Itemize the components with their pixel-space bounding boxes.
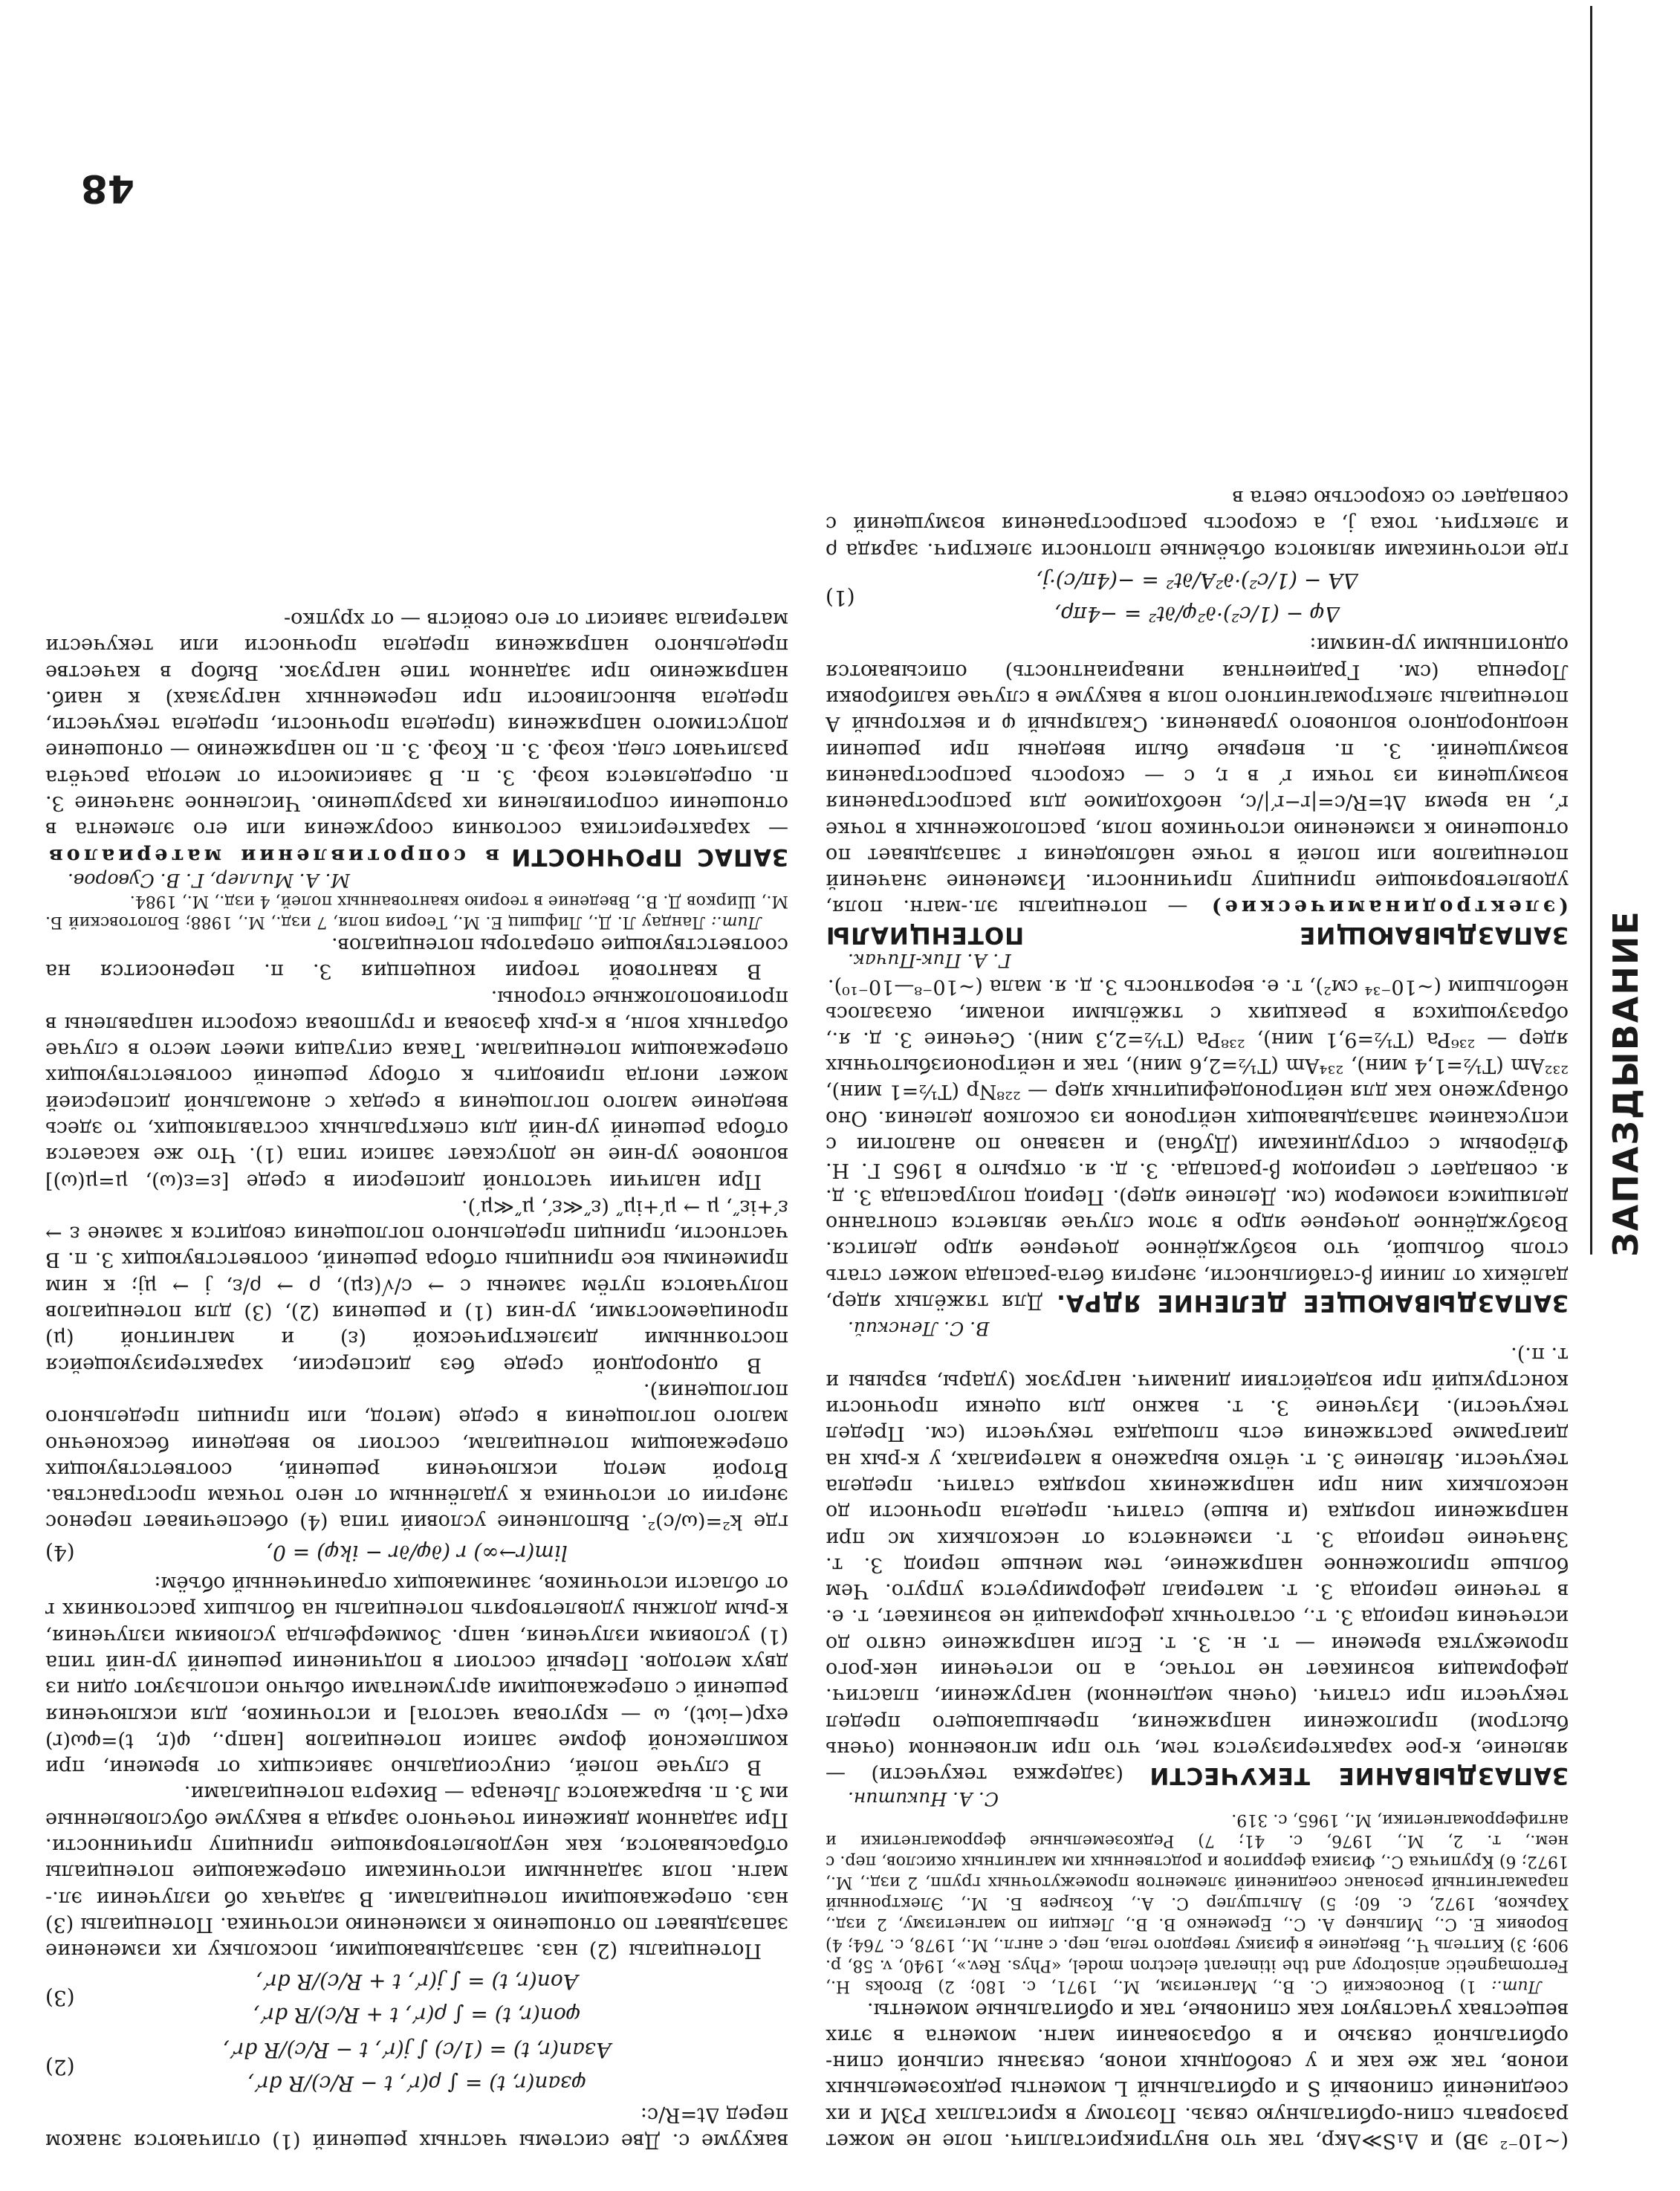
paragraph: где источниками являются объёмные плотности электрич. заряда ρ и электрич. тока j, а скорость распространения возмущений c совпадает со скоростью света в (826, 485, 1569, 562)
equation-line: Aзап(r, t) = (1/c) ∫ j(r′, t − R/c)/R dr′, (222, 2038, 612, 2063)
equation-line: φзап(r, t) = ∫ ρ(r′, t − R/c)/R dr′, (247, 2071, 587, 2097)
entry-title-extra: (электродинамические) (1207, 896, 1569, 919)
equation-1 (826, 563, 1569, 632)
entry-title-extra: в сопротивлении материалов (45, 844, 499, 867)
right-column (45, 51, 788, 2154)
equation-line: lim(r→∞) r (∂φ/∂r − ikφ) = 0, (266, 1540, 568, 1565)
equation-line: Aоп(r, t) = ∫ j(r′, t + R/c)/R dr′, (256, 1969, 578, 1994)
equation-line: φоп(r, t) = ∫ ρ(r′, t + R/c)/R dr′, (253, 2002, 581, 2027)
paragraph: где k²=(ω/c)². Выполнение условий типа (4) обеспечивает перенос энергии от источника к удалённым от него точкам пространства. Второй метод исключения решений, соответствующих опережающим потенциалам, состоит во введении бесконечно малого поглощения в среде (метод, или принцип предельного поглощения). (45, 1379, 788, 1534)
entry (826, 948, 1569, 1315)
author: В. С. Ленский. (848, 1318, 990, 1340)
literature-text: 1) Вонсовский С. В., Магнетизм, М., 1971, с. 180; 2) Brooks H., Ferromagnetic anisotropy and the itinerant electron model, «Phys. Rev.», 1940, v. 58, p. 909; 3) Киттель Ч., Введение в физику твердого тела, пер. с англ., М., 1978, с. 764; 4) Боровик Е. С., Мильнер А. С., Еременко В. В., Лекции по магнетизму, 2 изд., Харьков, 1972, с. 60; 5) Альтшулер С. А., Козырев Б. М., Электронный парамагнитный резонанс соединений элементов промежуточных групп, 2 изд., М., 1972; 6) Крупичка С., Физика ферритов и родственных им магнитных окислов, пер. с нем., т. 2, М., 1976, с. 41; 7) Редкоземельные ферромагнетики и антиферромагнетики, М., 1965, с. 319. (826, 1810, 1569, 1996)
left-column (826, 51, 1569, 2154)
literature-text: Ландау Л. Д., Лифшиц Е. М., Теория поля, 7 изд., М., 1988; Болотовский Б. М., Ширков Д. В., Введение в теорию квантованных полей, 4 изд., М., 1984. (45, 891, 788, 931)
running-head: ЗАПАЗДЫВАНИЕ (1606, 910, 1646, 1258)
equation-number: (1) (826, 585, 855, 610)
paragraph: (~10⁻² эВ) и Δ₁S≫Δкр, так что внутрикристаллич. поле не может разорвать спин-орбитальную связь. Поэтому в кристаллах РЗМ и их соединений спиновый S и орбитальный L моменты редкоземельных ионов, так же как и у свободных ионов, связаны сильной спин-орбитальной связью и в образовании магн. момента в этих веществах участвуют как спиновые, так и орбитальные моменты. (826, 1998, 1569, 2152)
literature-label: Лит.: (711, 912, 762, 931)
equation-number: (2) (45, 2054, 75, 2080)
literature (826, 1788, 1569, 1996)
paragraph: В однородной среде без дисперсии, характеризующейся постоянными диэлектрической (ε) и магнитной (μ) проницаемостями, ур-ния (1) и решения (2), (3) для потенциалов получаются путём замены c → c/√(εμ), ρ → ρ/ε, j → μj; к ним применимы все принципы отбора решений, соответствующих З. п. В частности, принцип предельного поглощения сводится к замене ε → ε′+iε″, μ → μ′+iμ″ (ε″≪ε′, μ″≪μ′). (45, 1195, 788, 1376)
equation-3 (45, 1964, 788, 2033)
paragraph: В квантовой теории концепция З. п. переносится на соответствующие операторы потенциалов. (45, 933, 788, 983)
paragraph: В случае полей, синусоидально зависящих от времени, при комплексной форме записи потенциалов [напр., φ(r, t)=φω(r) exp(−iωt), ω — круговая частота] и источников, для исключения решений с опережающими аргументами обычно используют один из двух методов. Первый состоит в подчинении решений ур-ний типа (1) условиям излучения, напр. Зоммерфельда условиям излучения, к-рым должны удовлетворять потенциалы на больших расстояниях r от области источников, занимающих ограниченный объём: (45, 1572, 788, 1779)
paragraph: При наличии частотной дисперсии в среде [ε=ε(ω), μ=μ(ω)] волновое ур-ние не допускает записи типа (1). Что же касается отбора решений ур-ний для спектральных составляющих, то здесь введение малого поглощения в средах с аномальной дисперсией может иногда приводить к отбору решений соответствующих опережающим потенциалам. Такая ситуация имеет место в случае обратных волн, в к-рых фазовая и групповая скорости направлены в противоположные стороны. (45, 986, 788, 1193)
entry-title: ЗАПАЗДЫВАЮЩИЕ ПОТЕНЦИАЛЫ (826, 921, 1569, 948)
header-rule (1590, 6, 1592, 1255)
entry (826, 1315, 1569, 1788)
author: Г. А. Пик-Пичак. (848, 950, 1011, 972)
author: С. А. Никитин. (848, 1788, 999, 1810)
literature-label: Лит.: (1491, 1977, 1542, 1996)
equation-line: ΔA − (1/c²)·∂²A/∂t² = −(4π/c)·j, (1036, 568, 1358, 593)
entry-text: — потенциалы эл.-магн. поля, удовлетворяющие принципу причинности. Изменение значений потенциалов или полей в точке наблюдения r запаздывает по отношению к изменению источников поля, расположенных в точке r′, на время Δt=R/c=|r−r′|/c, необходимое для распространения возмущения из точки r′ в r, c — скорость распространения возмущений. З. п. впервые были введены при решении неоднородного волнового уравнения. Скалярный φ и векторный A потенциалы электромагнитного поля в вакууме в случае калибровки Лоренца (см. Градиентная инвариантность) описываются однотипными ур-ниями: (826, 633, 1569, 919)
paragraph: вакууме c. Две системы частных решений (1) отличаются знаком перед Δt=R/c: (45, 2103, 788, 2152)
literature (45, 870, 788, 932)
entry (826, 632, 1569, 948)
equation-line: Δφ − (1/c²)·∂²φ/∂t² = −4πρ, (1054, 602, 1340, 627)
equation-4 (45, 1535, 788, 1570)
entry-title: ЗАПАЗДЫВАНИЕ ТЕКУЧЕСТИ (1149, 1762, 1569, 1790)
entry-text: (задержка текучести) — явление, к-рое характеризуется тем, что при мгновенном (очень быстром) приложении напряжения, превышающего предел текучести при статич. (очень медленном) нагружении, пластич. деформация возникает не тотчас, а по истечении нек-рого промежутка времени — т. н. З. т. Если напряжение снято до истечения периода З. т., остаточных деформаций не возникает, т. е. в течение периода З. т. материал деформируется упруго. Чем больше приложенное напряжение, тем меньше период З. т. Значение периода З. т. изменяется от нескольких мс при напряжении порядка (и выше) статич. предела прочности до нескольких мин при напряжениях порядка статич. предела текучести. Явление З. т. чётко выражено в материалах, у к-рых на диаграмме растяжения есть площадка текучести (см. Предел текучести). Изучение З. т. важно для оценки прочности конструкций при воздействии динамич. нагрузок (удары, взрывы и т. п.). (826, 1343, 1569, 1787)
entry-text: — характеристика состояния сооружения или его элемента в отношении сопротивления их разрушению. Численное значение З. п. определяется коэф. З. п. В зависимости от метода расчёта различают след. коэф. З. п. Коэф. З. п. по напряжению — отношение допустимого напряжения (предела прочности, предела текучести, предела выносливости при переменных нагрузках) к наиб. напряжению при заданном типе нагрузок. Выбор в качестве предельного напряжения предела прочности или текучести материала зависит от его свойств — от хрупко- (45, 607, 788, 841)
entry (45, 606, 788, 870)
page-number: 48 (80, 166, 134, 210)
entry-title: ЗАПАЗДЫВАЮЩЕЕ ДЕЛЕНИЕ ЯДРА. (1056, 1289, 1569, 1316)
equation-2 (45, 2033, 788, 2102)
equation-number: (4) (45, 1540, 75, 1565)
entry-title: ЗАПАС ПРОЧНОСТИ (510, 843, 788, 870)
author: М. А. Миллер, Г. В. Суворов. (68, 869, 351, 891)
entry-text: Для тяжёлых ядер, далёких от линии β-стабильности, энергия бета-распада может стать столь большой, что возбуждённое дочернее ядро делится. Возбуждённое дочернее ядро в этом случае является спонтанно делящимся изомером (см. Деление ядер). Период полураспада З. д. я. совпадает с периодом β-распада. З. д. я. открыто в 1965 Г. Н. Флёровым с сотрудниками (Дубна) и названо по аналогии с испусканием запаздывающих нейтронов из осколков деления. Оно обнаружено как для нейтронодефицитных ядер — ²²⁸Np (T½=1 мин), ²³²Am (T½=1,4 мин), ²³⁴Am (T½=2,6 мин), так и нейтроноизбыточных ядер — ²³⁶Pa (T½=9,1 мин), ²³⁸Pa (T½=2,3 мин). Сечение З. д. я., образующихся в реакциях с тяжёлыми ионами, оказалось небольшим (~10⁻³⁴ см²), т. е. вероятность З. д. я. мала (~10⁻⁸—10⁻¹⁰). (826, 975, 1569, 1313)
paragraph: Потенциалы (2) наз. запаздывающими, поскольку их изменение запаздывает по отношению к изменению источника. Потенциалы (3) наз. опережающими потенциалами. В задачах об излучении эл.-магн. поля заданными источниками опережающие потенциалы отбрасываются, как неудовлетворяющие принципу причинности. При заданном движении точечного заряда в вакууме обусловленные им З. п. выражаются Льенара — Вихерта потенциалами. (45, 1781, 788, 1963)
equation-number: (3) (45, 1986, 75, 2011)
